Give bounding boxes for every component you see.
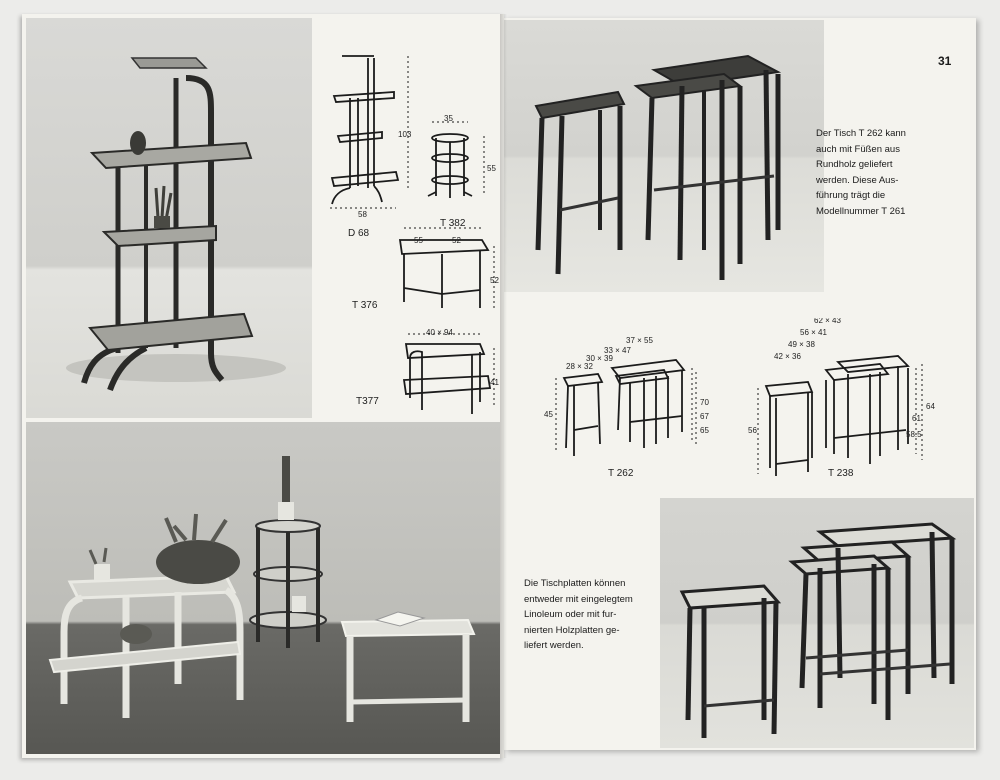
t238-dim-a: 62 × 43 xyxy=(814,318,841,325)
caption-top-line: führung trägt die xyxy=(816,190,886,201)
caption-bottom-line: entweder mit eingelegtem xyxy=(524,593,633,605)
caption-bottom-line: Die Tischplatten können xyxy=(524,578,626,589)
t376-w2-dim: 52 xyxy=(452,236,461,245)
caption-bottom-line: liefert werden. xyxy=(524,640,584,651)
caption-top-line: werden. Diese Aus- xyxy=(816,174,899,186)
t238-dim-h1: 56 xyxy=(748,426,757,435)
t262-dim-h4: 65 xyxy=(700,426,709,435)
t262-photo xyxy=(504,20,824,292)
t262-dim-a: 28 × 32 xyxy=(566,362,593,371)
t262-dim-b: 30 × 39 xyxy=(586,354,613,363)
d68-width-dim: 58 xyxy=(358,210,367,219)
t238-dim-c: 49 × 38 xyxy=(788,340,815,349)
t238-label: T 238 xyxy=(828,468,854,479)
right-page xyxy=(504,18,976,750)
caption-top-line: Rundholz geliefert xyxy=(816,159,893,170)
t376-label: T 376 xyxy=(352,300,378,311)
t262-t238-drawings xyxy=(544,318,954,498)
t238-dim-d: 42 × 36 xyxy=(774,352,801,361)
furniture-group-photo xyxy=(26,422,500,754)
drawings-panel xyxy=(312,18,500,418)
caption-bottom-line: Linoleum oder mit fur- xyxy=(524,609,617,620)
left-page xyxy=(22,14,504,758)
caption-top-line: Der Tisch T 262 kann xyxy=(816,128,906,139)
caption-top xyxy=(816,126,946,219)
t377-drawing xyxy=(404,334,494,414)
d68-label: D 68 xyxy=(348,228,370,239)
t238-dim-b: 56 × 41 xyxy=(800,328,827,337)
t262-dim-c: 33 × 47 xyxy=(604,346,631,355)
etagere-photo xyxy=(26,18,312,418)
t262-dim-d: 37 × 55 xyxy=(626,336,653,345)
d68-drawing xyxy=(330,56,408,208)
t262-dim-h2: 70 xyxy=(700,398,709,407)
t382-drawing xyxy=(428,122,484,198)
book-gutter xyxy=(500,14,510,758)
t382-label: T 382 xyxy=(440,218,466,229)
t376-height-dim: 52 xyxy=(490,276,499,285)
t262-label: T 262 xyxy=(608,468,634,479)
caption-top-line: Modellnummer T 261 xyxy=(816,205,906,217)
t382-height-dim: 55 xyxy=(487,164,496,173)
t377-label: T377 xyxy=(356,396,379,407)
caption-bottom xyxy=(524,576,658,654)
t377-top-dim: 40 × 94 xyxy=(426,328,453,337)
caption-top-line: auch mit Füßen aus xyxy=(816,143,900,155)
d68-height-dim: 103 xyxy=(398,130,412,139)
t377-height-dim: 41 xyxy=(490,378,499,387)
t262-dim-h1: 45 xyxy=(544,410,553,419)
t382-width-dim: 35 xyxy=(444,114,453,123)
t262-dim-h3: 67 xyxy=(700,412,709,421)
t238-dim-h2: 64 xyxy=(926,402,935,411)
caption-bottom-line: nierten Holzplatten ge- xyxy=(524,624,620,636)
t238-photo xyxy=(660,498,974,748)
t376-w1-dim: 55 xyxy=(414,236,423,245)
t238-dim-h3: 61 xyxy=(912,414,921,423)
page-number: 31 xyxy=(938,54,952,68)
t238-dim-h4: 58.5 xyxy=(906,430,922,439)
